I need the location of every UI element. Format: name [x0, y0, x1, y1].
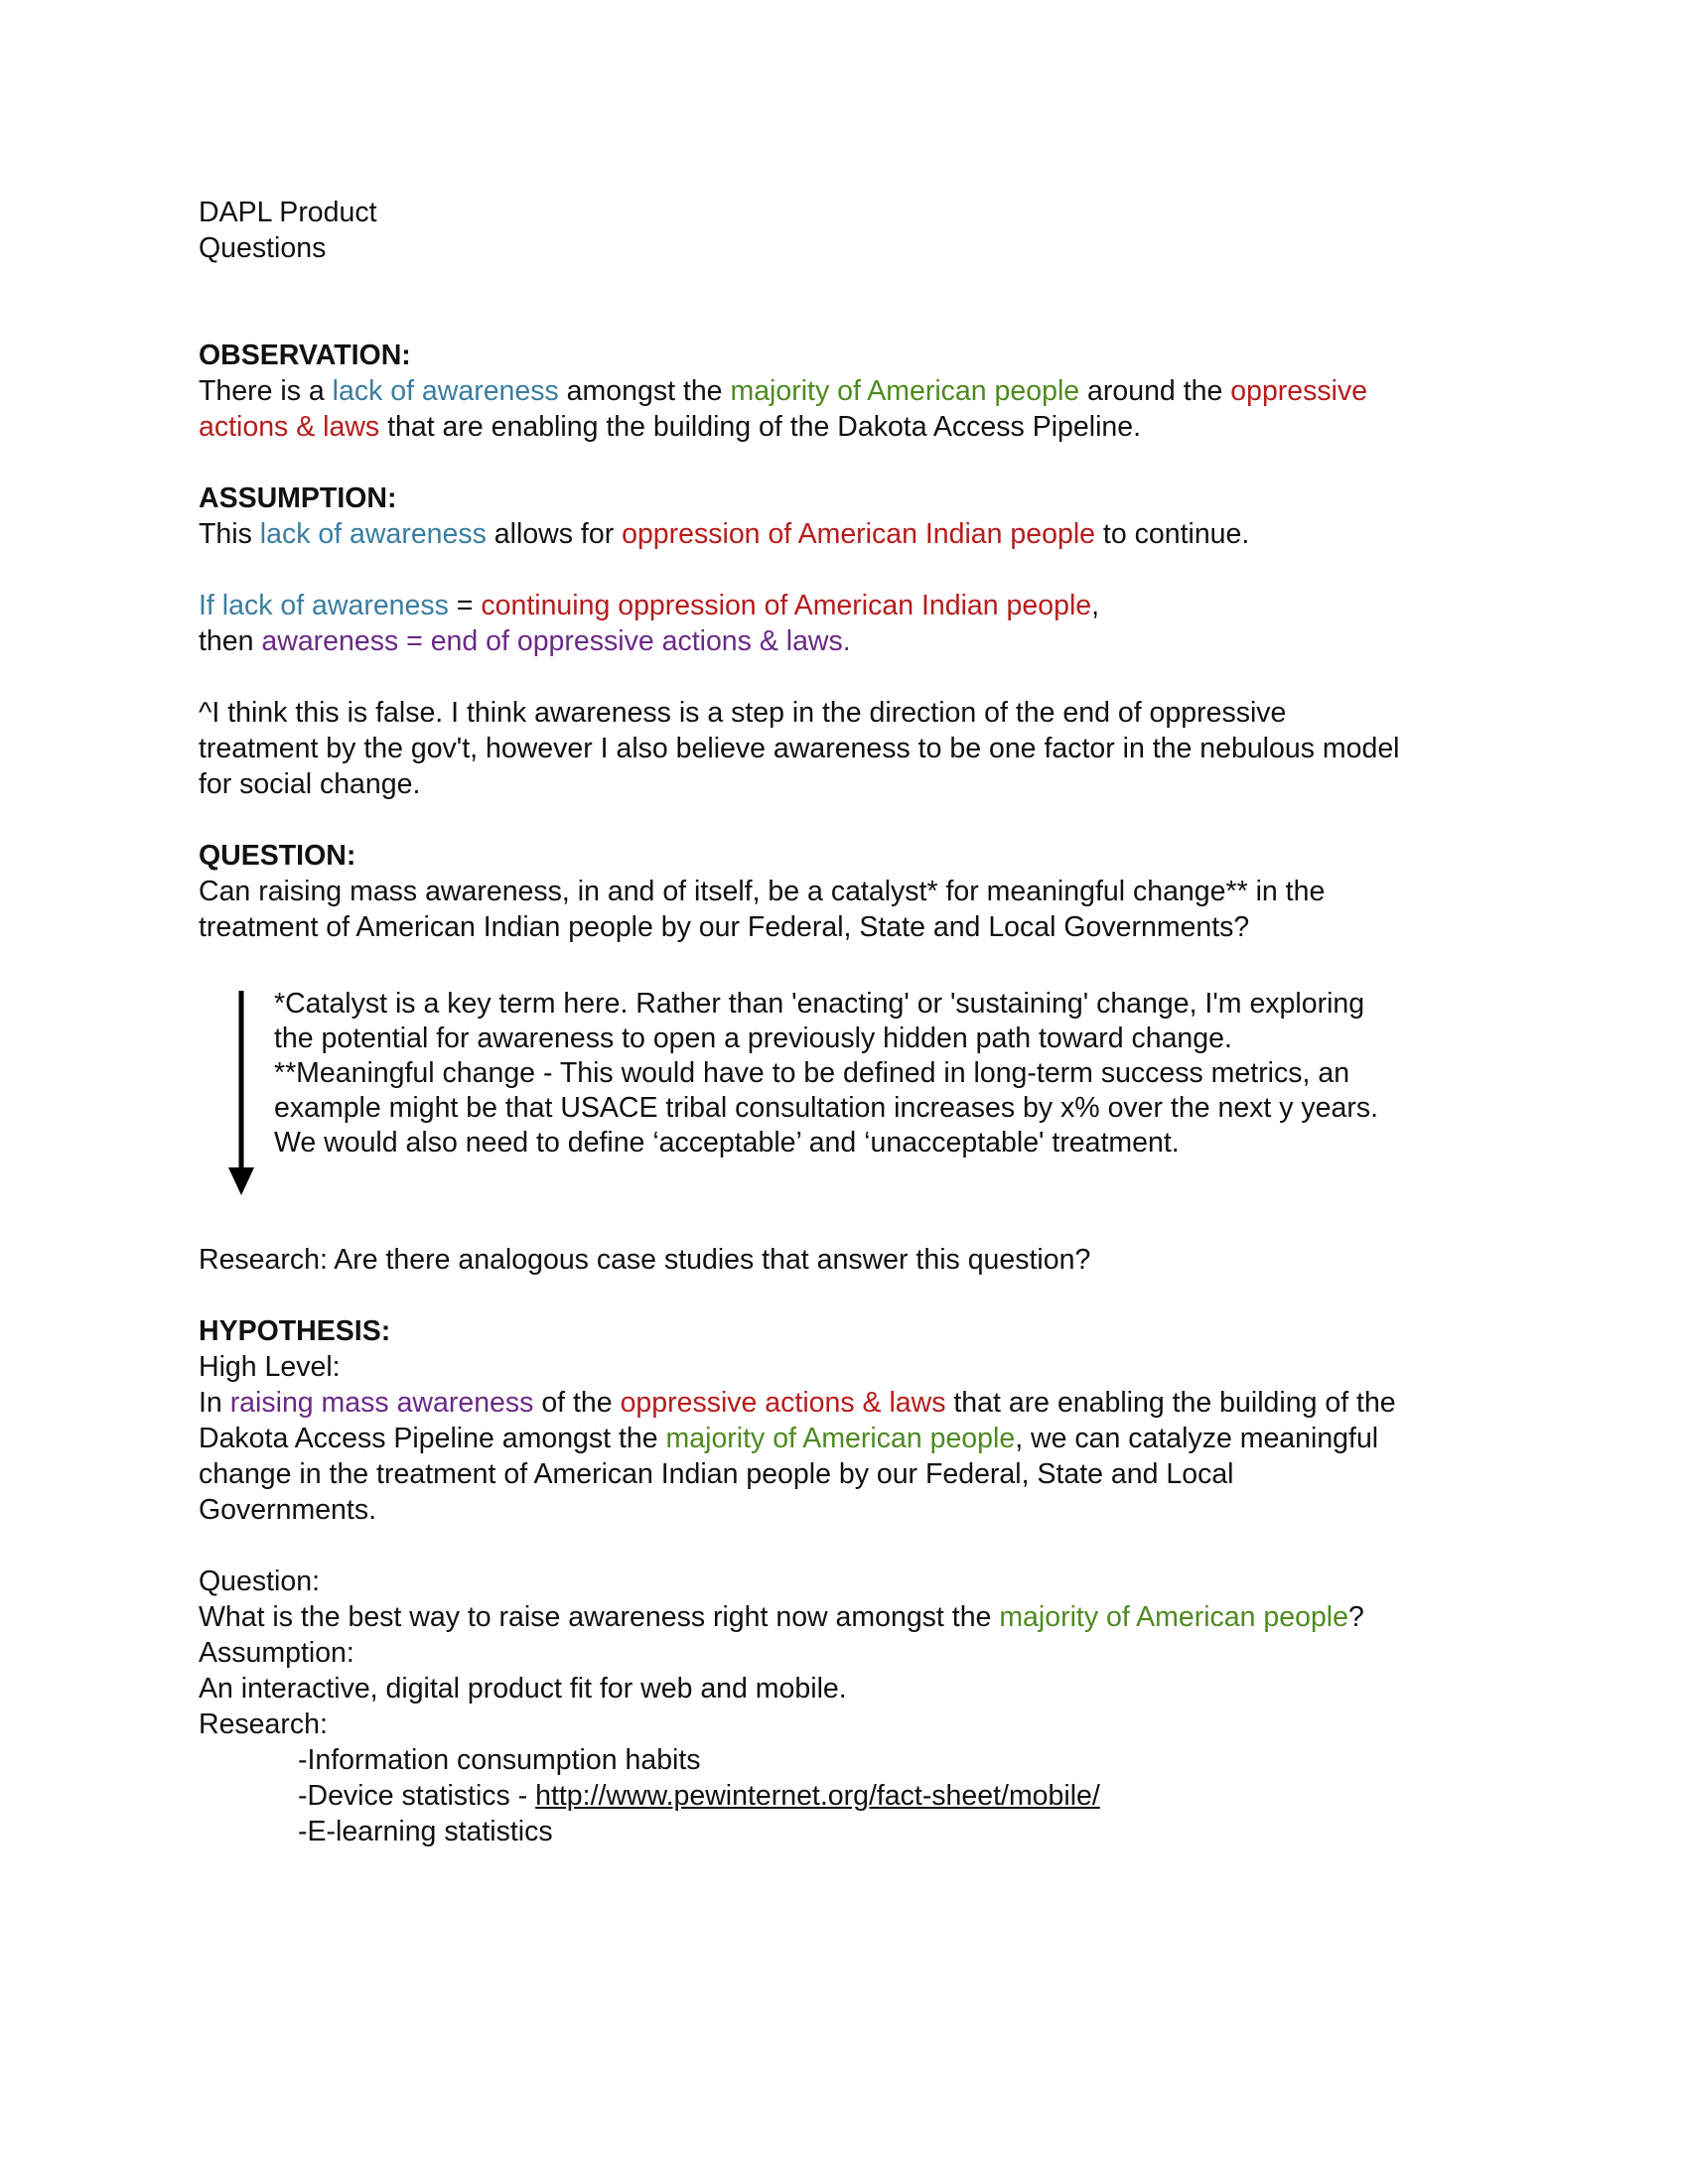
- document-title: DAPL Product: [199, 197, 377, 228]
- text: amongst the: [558, 375, 731, 407]
- highlight-raising-awareness: raising mass awareness: [229, 1387, 534, 1419]
- hypothesis-line-3: change in the treatment of American Indian people by our Federal, State and Local: [199, 1458, 1234, 1490]
- footnote-line-1: *Catalyst is a key term here. Rather than 'enacting' or 'sustaining' change, I'm exploring: [274, 988, 1365, 1020]
- question-line-1: Can raising mass awareness, in and of itself, be a catalyst* for meaningful change** in the: [199, 876, 1326, 907]
- text: .: [842, 625, 851, 657]
- footnote-line-4: example might be that USACE tribal consultation increases by x% over the next y years.: [274, 1092, 1379, 1124]
- highlight-oppression: oppression of American Indian people: [622, 518, 1096, 550]
- highlight-lack-of-awareness: lack of awareness: [332, 375, 559, 407]
- text: This: [199, 518, 260, 550]
- observation-line-1: [199, 373, 1509, 409]
- assumption-line-1: [199, 516, 1509, 552]
- rebuttal-line-2: treatment by the gov't, however I also believe awareness to be one factor in the nebulous model: [199, 733, 1400, 764]
- assumption-heading: ASSUMPTION:: [199, 482, 397, 514]
- question-line-2: treatment of American Indian people by our Federal, State and Local Governments?: [199, 911, 1250, 943]
- down-arrow-icon: [226, 991, 256, 1195]
- highlight-awareness-end: awareness = end of oppressive actions & laws: [261, 625, 843, 657]
- rebuttal-line-1: ^I think this is false. I think awareness is a step in the direction of the end of oppressive: [199, 697, 1287, 729]
- hypothesis-line-2: [199, 1421, 1509, 1456]
- text: If: [199, 590, 222, 621]
- text: ,: [1091, 590, 1100, 621]
- sub-research-label: Research:: [199, 1708, 328, 1740]
- question-heading: QUESTION:: [199, 840, 356, 872]
- text: of the: [533, 1387, 621, 1419]
- text: around the: [1079, 375, 1231, 407]
- sub-question-text: [199, 1599, 1509, 1635]
- hypothesis-line-4: Governments.: [199, 1494, 376, 1526]
- text: to continue.: [1095, 518, 1250, 550]
- document-subtitle: Questions: [199, 232, 327, 264]
- hypothesis-heading: HYPOTHESIS:: [199, 1315, 391, 1347]
- highlight-lack-of-awareness: lack of awareness: [259, 518, 487, 550]
- then-line: [199, 623, 1509, 659]
- text: -Device statistics -: [298, 1780, 536, 1812]
- footnote-block: [199, 987, 1509, 1160]
- text: ?: [1347, 1601, 1364, 1633]
- sub-assumption-text: An interactive, digital product fit for web and mobile.: [199, 1673, 847, 1705]
- highlight-actions-laws: actions & laws: [199, 411, 380, 443]
- text: Dakota Access Pipeline amongst the: [199, 1423, 666, 1454]
- hypothesis-level: High Level:: [199, 1351, 341, 1383]
- text: allows for: [486, 518, 623, 550]
- if-line: [199, 588, 1509, 623]
- text: that are enabling the building of the: [945, 1387, 1396, 1419]
- text: then: [199, 625, 262, 657]
- highlight-lack-of-awareness: lack of awareness: [221, 590, 449, 621]
- text: , we can catalyze meaningful: [1015, 1423, 1379, 1454]
- highlight-oppressive: oppressive: [1230, 375, 1368, 407]
- footnote-line-2: the potential for awareness to open a previously hidden path toward change.: [274, 1023, 1232, 1054]
- highlight-majority: majority of American people: [730, 375, 1080, 407]
- footnote-line-3: **Meaningful change - This would have to be defined in long-term success metrics, an: [274, 1057, 1350, 1089]
- text: In: [199, 1387, 230, 1419]
- rebuttal-line-3: for social change.: [199, 768, 421, 800]
- research-item-1: -Information consumption habits: [298, 1744, 701, 1776]
- sub-question-label: Question:: [199, 1566, 320, 1597]
- highlight-majority: majority of American people: [999, 1601, 1348, 1633]
- sub-assumption-label: Assumption:: [199, 1637, 354, 1669]
- text: There is a: [199, 375, 333, 407]
- question-research: Research: Are there analogous case studies that answer this question?: [199, 1244, 1091, 1276]
- footnote-line-5: We would also need to define ‘acceptable’ and ‘unacceptable' treatment.: [274, 1127, 1180, 1159]
- pew-link[interactable]: http://www.pewinternet.org/fact-sheet/mobile/: [535, 1780, 1100, 1812]
- text: What is the best way to raise awareness right now amongst the: [199, 1601, 1000, 1633]
- hypothesis-line-1: [199, 1385, 1509, 1421]
- research-item-2: [199, 1778, 1509, 1814]
- document-page: [199, 195, 1509, 1849]
- highlight-oppressive-actions: oppressive actions & laws: [620, 1387, 946, 1419]
- text: =: [448, 590, 482, 621]
- highlight-majority: majority of American people: [665, 1423, 1016, 1454]
- text: that are enabling the building of the Dakota Access Pipeline.: [379, 411, 1142, 443]
- observation-heading: OBSERVATION:: [199, 340, 411, 371]
- highlight-continuing-oppression: continuing oppression of American Indian people: [481, 590, 1092, 621]
- research-item-3: -E-learning statistics: [298, 1816, 553, 1847]
- observation-line-2: [199, 409, 1509, 445]
